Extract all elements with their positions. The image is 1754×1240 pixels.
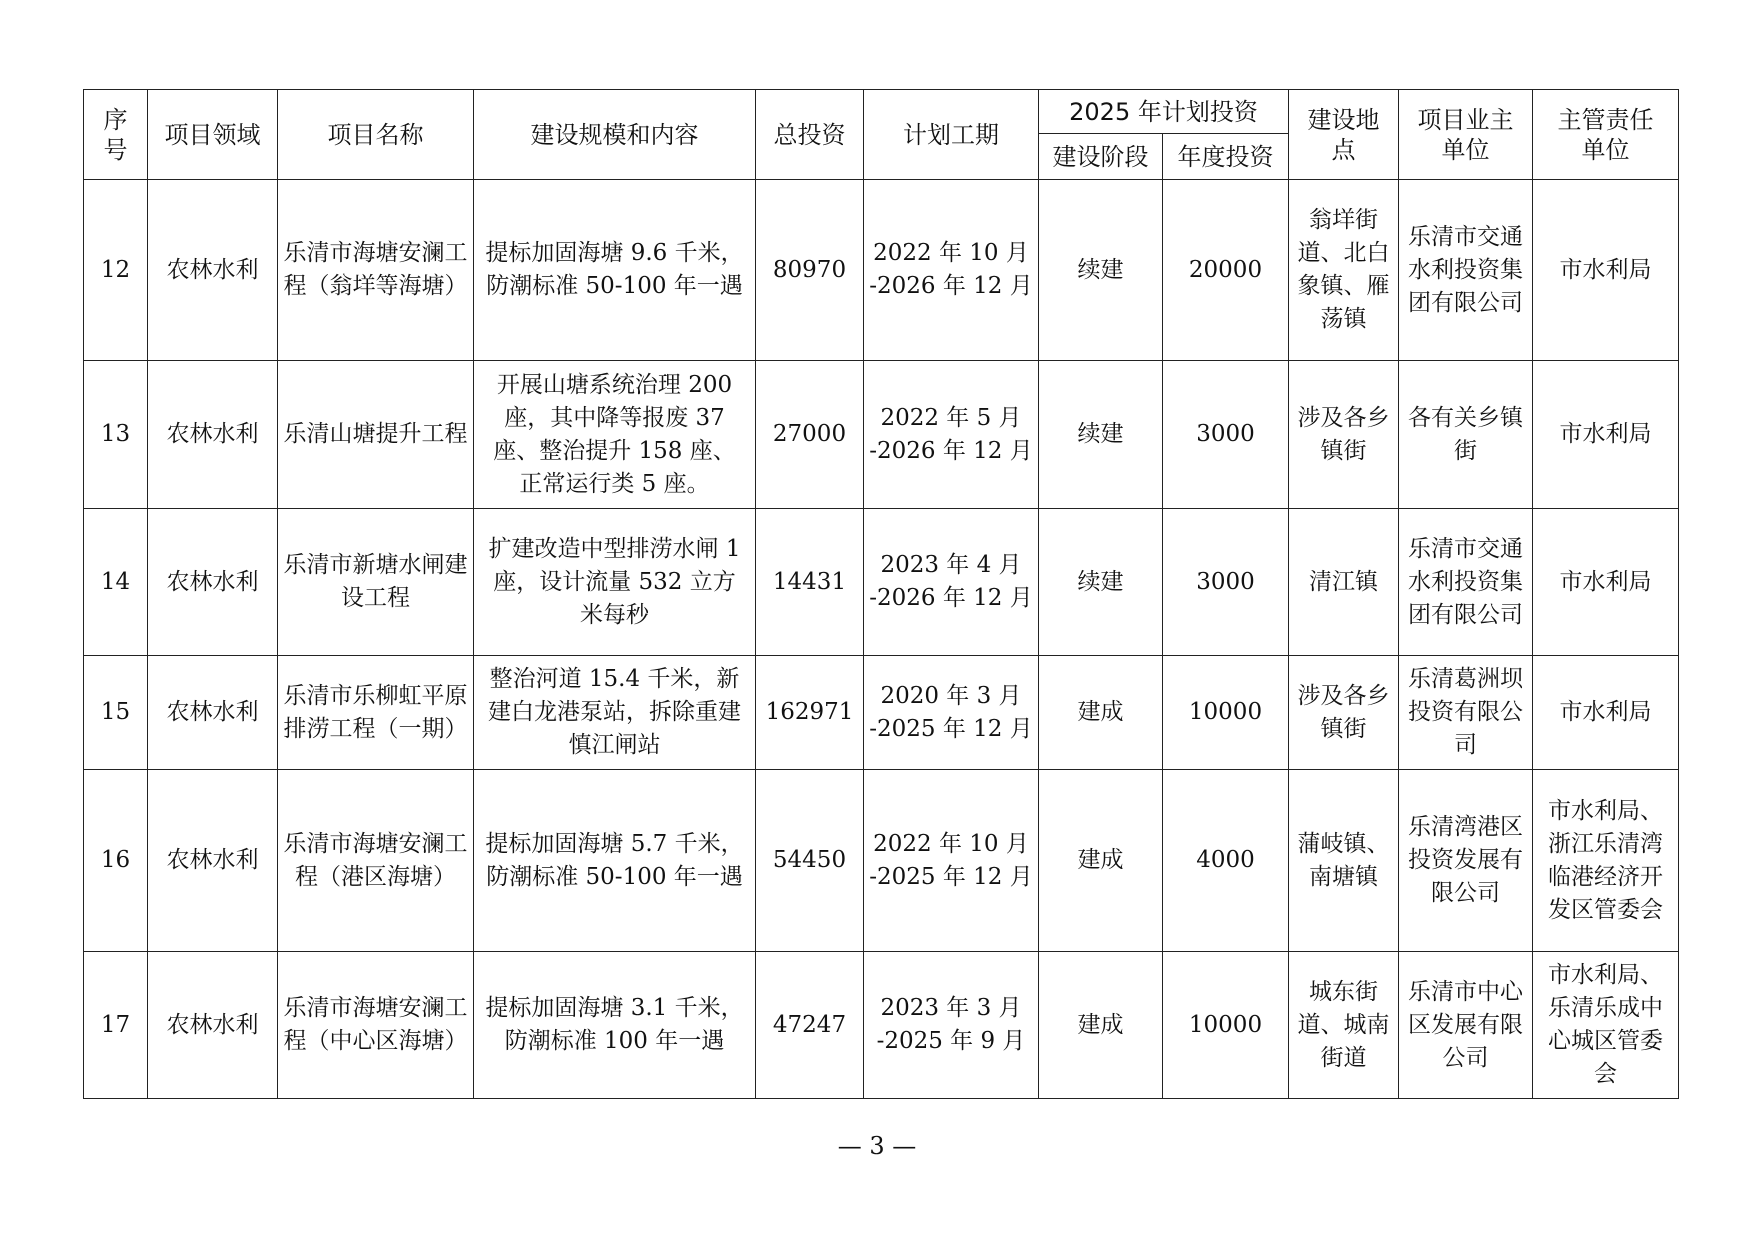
cell-location: 清江镇 bbox=[1289, 509, 1399, 656]
cell-location: 城东街道、城南街道 bbox=[1289, 952, 1399, 1099]
cell-annual: 4000 bbox=[1163, 770, 1289, 952]
cell-location: 涉及各乡镇街 bbox=[1289, 656, 1399, 770]
header-no: 序 号 bbox=[84, 90, 148, 180]
cell-owner: 乐清市交通水利投资集团有限公司 bbox=[1399, 180, 1533, 361]
cell-domain: 农林水利 bbox=[148, 656, 278, 770]
table-row bbox=[84, 656, 1679, 770]
cell-no: 13 bbox=[84, 361, 148, 509]
cell-domain: 农林水利 bbox=[148, 509, 278, 656]
cell-authority: 市水利局 bbox=[1533, 656, 1679, 770]
cell-name: 乐清市新塘水闸建设工程 bbox=[278, 509, 474, 656]
cell-annual: 20000 bbox=[1163, 180, 1289, 361]
cell-domain: 农林水利 bbox=[148, 180, 278, 361]
cell-period: 2022 年 10 月 -2026 年 12 月 bbox=[864, 180, 1039, 361]
header-location: 建设地 点 bbox=[1289, 90, 1399, 180]
table-row bbox=[84, 509, 1679, 656]
cell-name: 乐清市乐柳虹平原排涝工程（一期） bbox=[278, 656, 474, 770]
cell-location: 蒲岐镇、南塘镇 bbox=[1289, 770, 1399, 952]
cell-stage: 续建 bbox=[1039, 361, 1163, 509]
cell-annual: 10000 bbox=[1163, 952, 1289, 1099]
cell-domain: 农林水利 bbox=[148, 361, 278, 509]
cell-total: 80970 bbox=[756, 180, 864, 361]
cell-no: 16 bbox=[84, 770, 148, 952]
cell-scope: 开展山塘系统治理 200 座，其中降等报废 37 座、整治提升 158 座、正常运行类 5 座。 bbox=[474, 361, 756, 509]
cell-domain: 农林水利 bbox=[148, 770, 278, 952]
project-table bbox=[83, 89, 1679, 1099]
cell-stage: 建成 bbox=[1039, 656, 1163, 770]
cell-annual: 3000 bbox=[1163, 361, 1289, 509]
table-row bbox=[84, 180, 1679, 361]
cell-total: 27000 bbox=[756, 361, 864, 509]
cell-owner: 乐清葛洲坝投资有限公司 bbox=[1399, 656, 1533, 770]
cell-scope: 提标加固海塘 5.7 千米，防潮标准 50-100 年一遇 bbox=[474, 770, 756, 952]
cell-location: 涉及各乡镇街 bbox=[1289, 361, 1399, 509]
header-owner: 项目业主 单位 bbox=[1399, 90, 1533, 180]
cell-no: 12 bbox=[84, 180, 148, 361]
cell-owner: 乐清湾港区投资发展有限公司 bbox=[1399, 770, 1533, 952]
cell-location: 翁垟街道、北白象镇、雁荡镇 bbox=[1289, 180, 1399, 361]
cell-scope: 扩建改造中型排涝水闸 1 座，设计流量 532 立方米每秒 bbox=[474, 509, 756, 656]
cell-stage: 续建 bbox=[1039, 509, 1163, 656]
cell-total: 54450 bbox=[756, 770, 864, 952]
header-total: 总投资 bbox=[756, 90, 864, 180]
cell-authority: 市水利局 bbox=[1533, 180, 1679, 361]
cell-period: 2023 年 4 月 -2026 年 12 月 bbox=[864, 509, 1039, 656]
header-period: 计划工期 bbox=[864, 90, 1039, 180]
cell-name: 乐清山塘提升工程 bbox=[278, 361, 474, 509]
cell-no: 15 bbox=[84, 656, 148, 770]
cell-owner: 各有关乡镇街 bbox=[1399, 361, 1533, 509]
cell-period: 2022 年 10 月 -2025 年 12 月 bbox=[864, 770, 1039, 952]
header-scope: 建设规模和内容 bbox=[474, 90, 756, 180]
cell-stage: 建成 bbox=[1039, 770, 1163, 952]
table-body bbox=[84, 180, 1679, 1099]
header-domain: 项目领域 bbox=[148, 90, 278, 180]
table-row bbox=[84, 952, 1679, 1099]
cell-scope: 整治河道 15.4 千米，新建白龙港泵站，拆除重建慎江闸站 bbox=[474, 656, 756, 770]
cell-annual: 3000 bbox=[1163, 509, 1289, 656]
cell-stage: 续建 bbox=[1039, 180, 1163, 361]
cell-authority: 市水利局、乐清乐成中心城区管委会 bbox=[1533, 952, 1679, 1099]
cell-owner: 乐清市中心区发展有限公司 bbox=[1399, 952, 1533, 1099]
header-authority: 主管责任 单位 bbox=[1533, 90, 1679, 180]
cell-scope: 提标加固海塘 9.6 千米，防潮标准 50-100 年一遇 bbox=[474, 180, 756, 361]
cell-period: 2022 年 5 月 -2026 年 12 月 bbox=[864, 361, 1039, 509]
cell-period: 2020 年 3 月 -2025 年 12 月 bbox=[864, 656, 1039, 770]
cell-name: 乐清市海塘安澜工程（翁垟等海塘） bbox=[278, 180, 474, 361]
cell-scope: 提标加固海塘 3.1 千米，防潮标准 100 年一遇 bbox=[474, 952, 756, 1099]
cell-total: 47247 bbox=[756, 952, 864, 1099]
cell-name: 乐清市海塘安澜工程（中心区海塘） bbox=[278, 952, 474, 1099]
cell-period: 2023 年 3 月 -2025 年 9 月 bbox=[864, 952, 1039, 1099]
cell-authority: 市水利局 bbox=[1533, 361, 1679, 509]
cell-no: 14 bbox=[84, 509, 148, 656]
cell-total: 162971 bbox=[756, 656, 864, 770]
cell-domain: 农林水利 bbox=[148, 952, 278, 1099]
header-plan-2025: 2025 年计划投资 bbox=[1039, 90, 1289, 134]
cell-authority: 市水利局、浙江乐清湾临港经济开发区管委会 bbox=[1533, 770, 1679, 952]
cell-annual: 10000 bbox=[1163, 656, 1289, 770]
header-name: 项目名称 bbox=[278, 90, 474, 180]
cell-owner: 乐清市交通水利投资集团有限公司 bbox=[1399, 509, 1533, 656]
cell-no: 17 bbox=[84, 952, 148, 1099]
table-row bbox=[84, 361, 1679, 509]
table-row bbox=[84, 770, 1679, 952]
page-number: — 3 — bbox=[837, 1132, 917, 1160]
cell-authority: 市水利局 bbox=[1533, 509, 1679, 656]
header-annual: 年度投资 bbox=[1163, 134, 1289, 180]
header-stage: 建设阶段 bbox=[1039, 134, 1163, 180]
cell-total: 14431 bbox=[756, 509, 864, 656]
cell-stage: 建成 bbox=[1039, 952, 1163, 1099]
cell-name: 乐清市海塘安澜工程（港区海塘） bbox=[278, 770, 474, 952]
